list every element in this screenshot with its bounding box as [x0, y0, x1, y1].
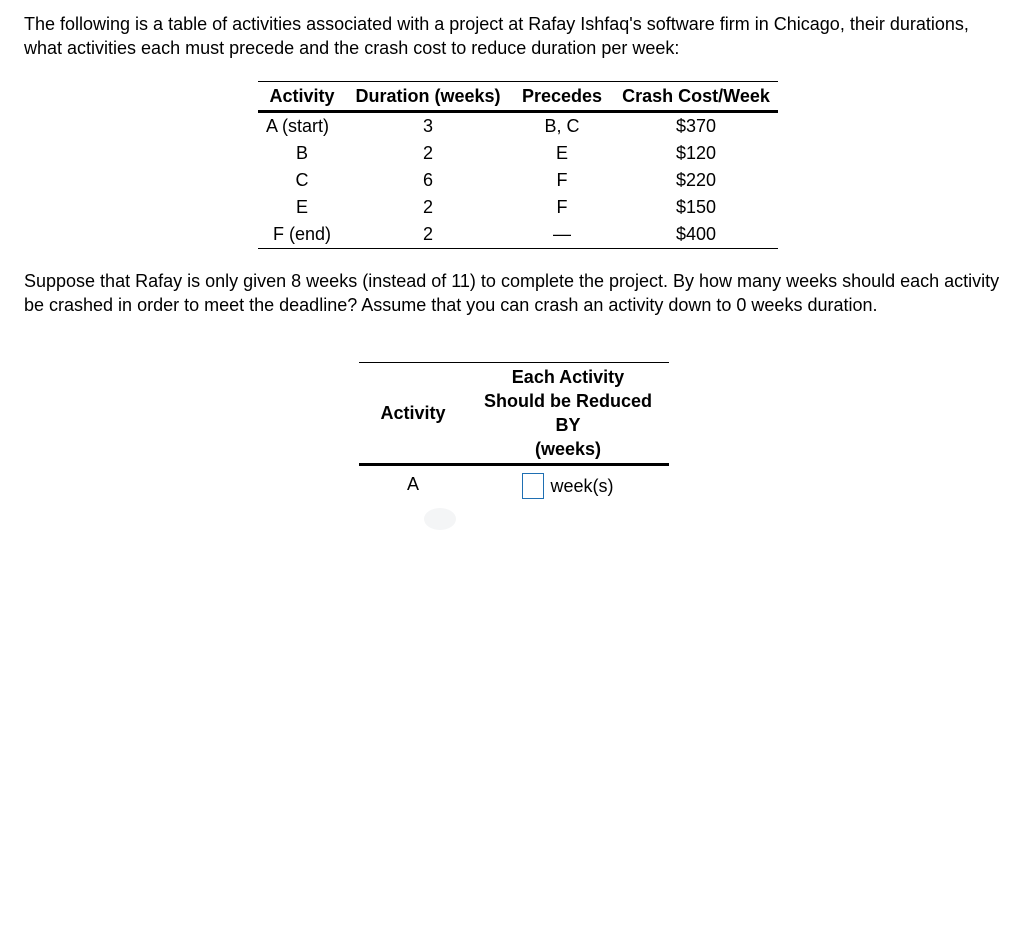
cell-duration: 3	[422, 116, 433, 136]
cell-cost: $400	[614, 221, 778, 249]
table-row	[258, 112, 778, 141]
cell-cost: $120	[675, 143, 717, 163]
header-precedes: Precedes	[510, 82, 614, 112]
table-row	[258, 221, 778, 249]
answer-table	[359, 362, 669, 501]
header-crash-cost: Crash Cost/Week	[614, 82, 778, 112]
activity-table	[258, 81, 778, 249]
cell-duration: 2	[346, 221, 510, 249]
cell-precedes: B, C	[544, 116, 580, 136]
header-duration: Duration (weeks)	[346, 82, 510, 112]
cell-duration: 2	[422, 197, 433, 217]
reduction-input-a[interactable]	[522, 473, 544, 499]
cell-activity: B	[295, 143, 308, 163]
answer-header-reduce	[467, 363, 669, 465]
cell-activity: E	[295, 197, 308, 217]
cell-activity: A (start)	[266, 116, 330, 136]
activity-table-header	[258, 82, 778, 112]
table-row	[258, 194, 778, 221]
cell-cost: $370	[675, 116, 717, 136]
cell-precedes: F	[556, 197, 568, 217]
cell-duration: 2	[422, 143, 433, 163]
cell-cost: $150	[675, 197, 717, 217]
answer-cell	[467, 465, 669, 502]
answer-table-header	[359, 363, 669, 465]
cell-precedes: F	[556, 170, 568, 190]
cell-duration: 6	[422, 170, 433, 190]
intro-text: The following is a table of activities associated with a project at Rafay Ishfaq's software firm in Chicago, their durations, what activities each must precede and the crash cost to reduce duration per week:	[24, 14, 969, 58]
answer-header-line: BY	[555, 415, 581, 435]
unit-label: week(s)	[550, 476, 614, 496]
table-row	[258, 167, 778, 194]
cell-activity: C	[295, 170, 309, 190]
cell-activity: F (end)	[258, 221, 346, 249]
header-activity: Activity	[258, 82, 346, 112]
answer-row	[359, 465, 669, 502]
answer-header-activity: Activity	[359, 363, 467, 465]
table-row	[258, 140, 778, 167]
answer-header-line: Should be Reduced	[483, 391, 652, 411]
answer-header-line: Each Activity	[511, 367, 625, 387]
cell-precedes: —	[510, 221, 614, 249]
question-text: Suppose that Rafay is only given 8 weeks (instead of 11) to complete the project. By how many weeks should each activity be crashed in order to meet the deadline? Assume that you can crash an activity down to 0 weeks duration.	[24, 271, 1000, 315]
faint-smudge	[424, 508, 456, 530]
cell-cost: $220	[675, 170, 717, 190]
cell-precedes: E	[555, 143, 568, 163]
answer-activity: A	[406, 474, 419, 494]
answer-header-line: (weeks)	[534, 439, 602, 459]
